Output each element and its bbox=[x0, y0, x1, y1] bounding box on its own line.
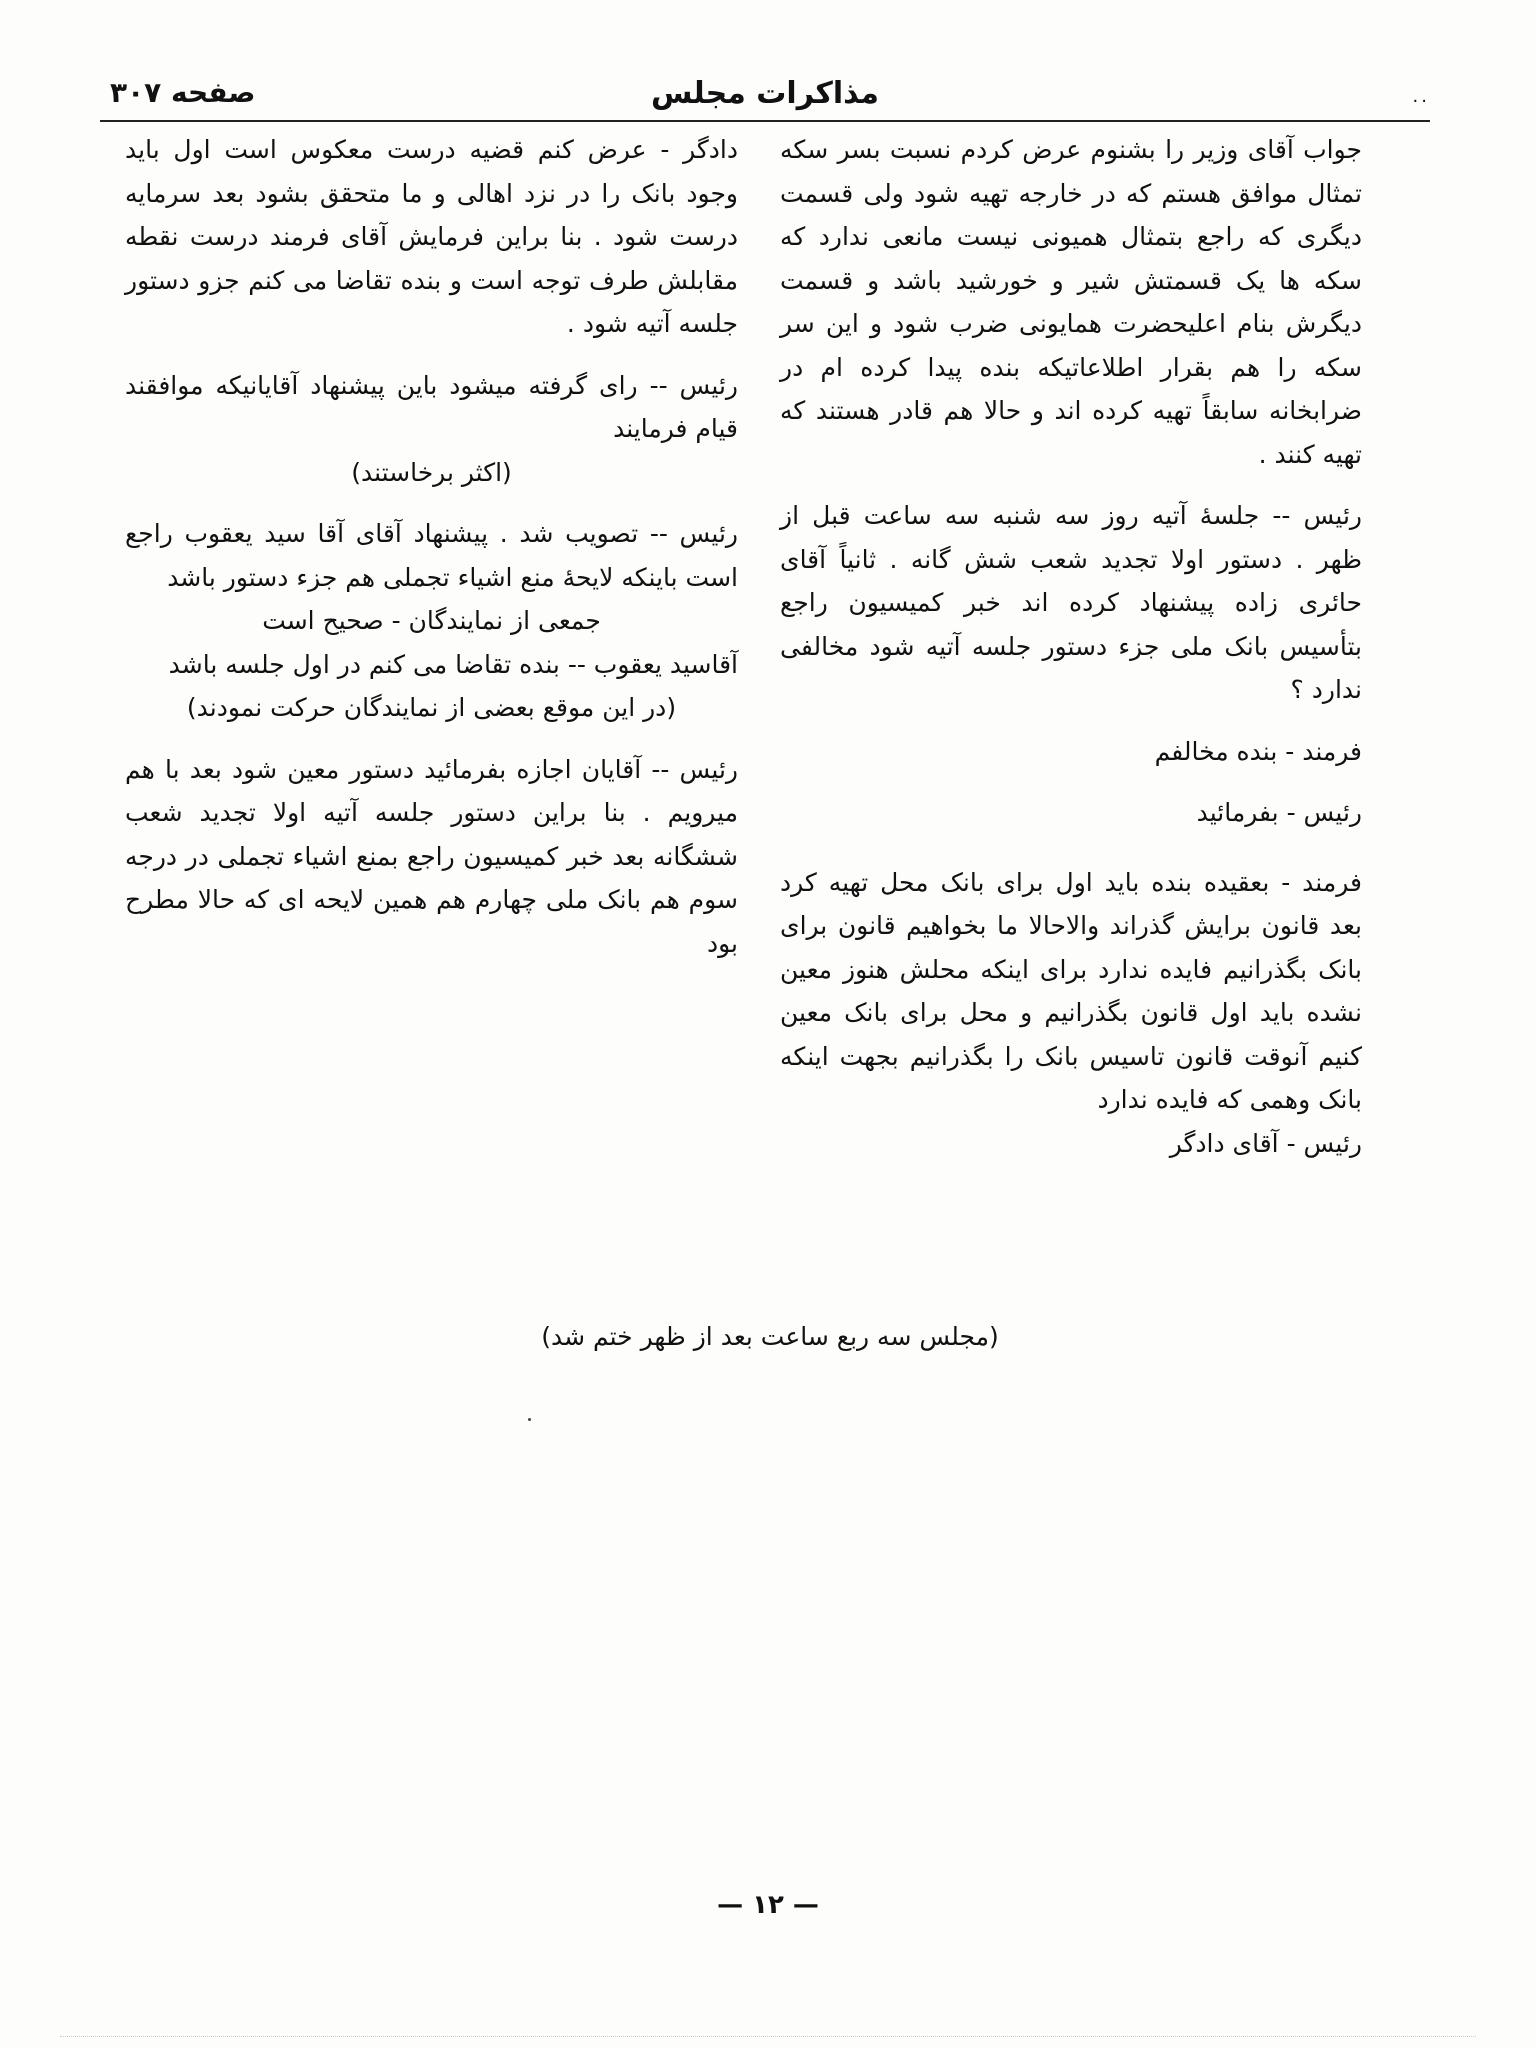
header-rule bbox=[100, 120, 1430, 122]
ink-dot bbox=[528, 1418, 531, 1421]
page-number: — ۱۲ — bbox=[717, 1890, 819, 1920]
scan-edge bbox=[60, 2036, 1476, 2037]
session-closing-note: (مجلس سه ربع ساعت بعد از ظهر ختم شد) bbox=[541, 1322, 999, 1351]
paragraph: رئیس -- آقایان اجازه بفرمائید دستور معین شود بعد با هم میرویم . بنا براین دستور جلسه آتیه اولا تجدید شعب ششگانه بعد خبر کمیسیون راجع بمنع اشیاء تجملی در درجه سوم هم بانک ملی چهارم هم همین لایحه ای که حالا مطرح بود bbox=[125, 754, 738, 958]
paragraph: رئیس -- جلسهٔ آتیه روز سه شنبه سه ساعت قبل از ظهر . دستور اولا تجدید شعب شش گانه . ثانیاً آقای حائری زاده پیشنهاد کرده اند خبر کمیسیون راجع بتأسیس بانک ملی جزء دستور جلسه آتیه شود مخالفی ندارد ؟ bbox=[780, 501, 1362, 704]
paragraph: دادگر - عرض کنم قضیه درست معکوس است اول باید وجود بانک را در نزد اهالی و ما متحقق بشود بعد سرمایه درست شود . بنا براین فرمایش آقای فرمند درست نقطه مقابلش طرف توجه است و بنده تقاضا می کنم جزو دستور جلسه آتیه شود . bbox=[125, 135, 738, 338]
header-page-label: صفحه ۳۰۷ bbox=[110, 76, 256, 109]
paragraph: جمعی از نمایندگان - صحیح است bbox=[262, 606, 601, 635]
paragraph: فرمند - بنده مخالفم bbox=[1154, 736, 1362, 766]
paragraph: رئیس -- تصویب شد . پیشنهاد آقای آقا سید یعقوب راجع است باینکه لایحهٔ منع اشیاء تجملی هم جزء دستور باشد bbox=[125, 519, 738, 592]
left-column bbox=[125, 128, 738, 965]
paragraph: فرمند - بعقیده بنده باید اول برای بانک محل تهیه کرد بعد قانون برایش گذراند والاحالا ما بخواهیم قانون برای بانک بگذرانیم فایده ندارد برای اینکه محلش هنوز معین نشده باید اول قانون بگذرانیم و محل برای بانک معین کنیم آنوقت قانون تاسیس بانک را بگذرانیم بجهت اینکه بانک وهمی که فایده ندارد bbox=[780, 867, 1362, 1114]
right-column bbox=[780, 128, 1362, 1165]
paragraph: رئیس - آقای دادگر bbox=[1169, 1128, 1362, 1158]
paragraph: آقاسید یعقوب -- بنده تقاضا می کنم در اول جلسه باشد bbox=[168, 649, 738, 679]
stage-direction: (اکثر برخاستند) bbox=[351, 457, 512, 487]
header-title: مذاکرات مجلس bbox=[650, 76, 880, 111]
paragraph: رئیس -- رای گرفته میشود باین پیشنهاد آقایانیکه موافقند قیام فرمایند bbox=[125, 370, 738, 443]
paragraph: جواب آقای وزیر را بشنوم عرض کردم نسبت بسر سکه تمثال موافق هستم که در خارجه تهیه شود ولی قسمت دیگری که راجع بتمثال همیونی نیست مانعی ندارد که سکه ها یک قسمتش شیر و خورشید باشد و قسمت دیگرش بنام اعلیحضرت همایونی ضرب شود و این سر سکه را هم بقرار اطلاعاتیکه بنده پیدا کرده ام در ضرابخانه سابقاً تهیه کرده اند و حالا هم قادر هستند که تهیه کنند . bbox=[780, 135, 1362, 469]
page-header bbox=[100, 72, 1430, 118]
stage-direction: (در این موقع بعضی از نمایندگان حرکت نمودند) bbox=[186, 693, 677, 722]
header-dots: .. bbox=[1412, 86, 1430, 107]
paragraph: رئیس - بفرمائید bbox=[1196, 798, 1362, 827]
